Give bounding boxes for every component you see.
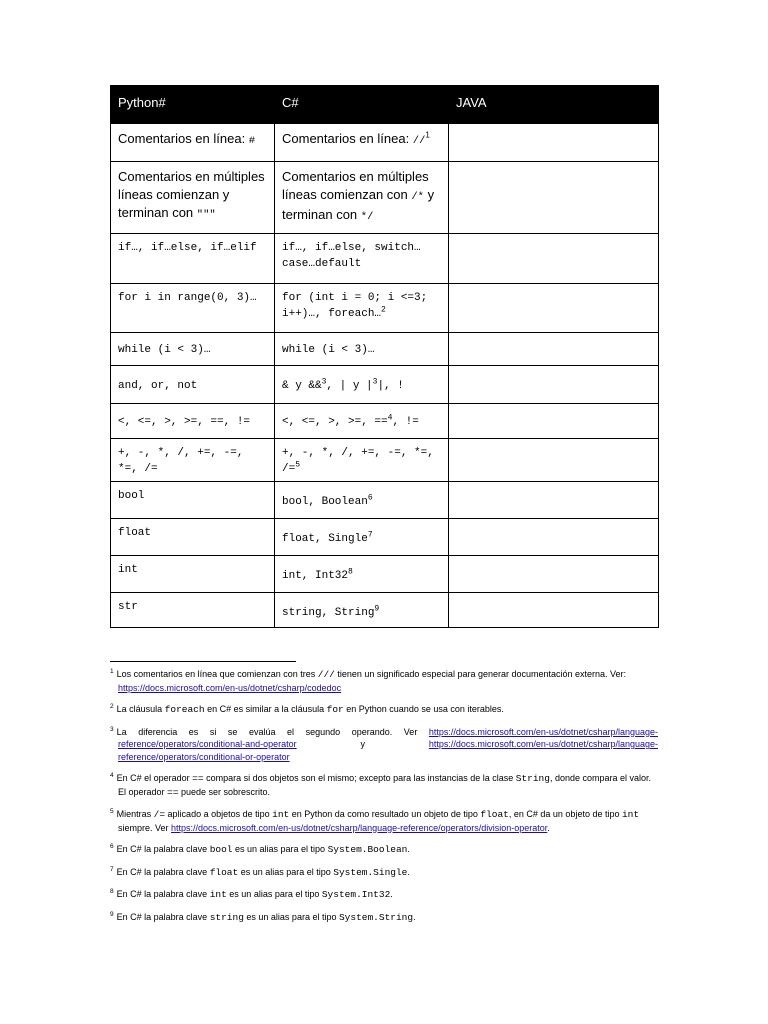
footnote-text: es un alias para el tipo [226,889,322,899]
footnote-ref[interactable]: 9 [374,604,380,614]
footnote-ref[interactable]: 2 [381,305,386,315]
cell-java [449,482,659,519]
cell-text: string, String [282,607,375,619]
footnote-ref[interactable]: 3 [321,376,327,386]
cell-python: +, -, *, /, +=, -=, *=, /= [111,439,275,482]
footnote-ref[interactable]: 3 [372,376,378,386]
table-row [111,556,659,593]
footnote-link[interactable]: https://docs.microsoft.com/en-us/dotnet/csharp/language-reference/operators/conditional-or-operator [118,739,658,762]
cell-csharp [275,162,449,234]
cell-csharp [275,482,449,519]
cell-text: Comentarios en múltiples líneas comienzan con [282,169,429,202]
footnote-text: y [296,739,429,749]
footnote-text: . [407,844,410,854]
footnote-text: , en C# da un objeto de tipo [508,809,622,819]
cell-text: |, ! [377,379,404,392]
cell-csharp [275,519,449,556]
footnote-code: for [326,704,344,715]
cell-text: float, Single [282,533,368,545]
cell-java [449,439,659,482]
footnote-link[interactable]: https://docs.microsoft.com/en-us/dotnet/csharp/codedoc [118,682,342,693]
cell-text: & y && [282,379,322,392]
footnote-text: . [547,822,550,833]
footnote-code: System.Int32 [321,889,391,900]
footnote-link[interactable]: https://docs.microsoft.com/en-us/dotnet/csharp/language-reference/operators/conditional-and-operator [118,726,658,749]
footnote-8 [110,888,658,902]
cell-code: */ [360,211,374,223]
table-row [111,162,659,234]
table-row [111,366,659,404]
cell-python: int [111,556,275,593]
cell-text: Comentarios en múltiples líneas comienzan y terminan con [118,169,265,220]
table-row [111,439,659,482]
footnote-text: compara si dos objetos son el mismo; excepto para las instancias de la clase [203,773,516,783]
cell-python: float [111,519,275,556]
cell-java [449,404,659,439]
footnote-code: bool [209,844,233,855]
footnote-number: 5 [110,808,114,815]
cell-python: str [111,593,275,628]
cell-python: while (i < 3)… [111,333,275,366]
cell-java [449,593,659,628]
cell-java [449,556,659,593]
cell-python: and, or, not [111,366,275,404]
footnote-code: string [209,911,244,923]
footnote-text: en Python cuando se usa con iterables. [343,704,504,714]
footnote-number: 2 [110,703,114,710]
cell-java [449,124,659,162]
cell-text: <, <=, >, >=, == [282,416,388,428]
cell-python: <, <=, >, >=, ==, != [111,404,275,439]
table-row [111,593,659,628]
footnote-text: aplicado a objetos de tipo [165,809,273,819]
cell-csharp [275,366,449,404]
footnote-code: /= [153,809,166,820]
footnote-text: En C# la palabra clave [116,889,210,899]
footnote-ref[interactable]: 1 [425,130,430,140]
footnote-text: tienen un significado especial para generar documentación externa. Ver: [334,669,627,679]
cell-java [449,284,659,333]
cell-text: , != [392,416,419,428]
cell-text: bool, Boolean [282,496,368,508]
footnote-ref[interactable]: 8 [348,567,353,577]
footnote-number: 1 [110,668,114,675]
footnote-code: == [167,786,179,798]
footnote-separator [110,661,296,662]
footnote-text: es un alias para el tipo [243,911,339,922]
footnote-text: En C# la palabra clave [116,911,210,922]
footnote-text: . [407,866,410,877]
footnote-number: 8 [110,888,114,895]
cell-csharp [275,439,449,482]
footnote-code: float [209,866,239,878]
footnote-number: 4 [110,772,114,779]
table-row [111,482,659,519]
footnote-text: . [390,889,393,899]
comparison-table [110,85,659,628]
header-csharp: C# [275,86,449,124]
footnote-text: La diferencia es si se evalúa el segundo operando. Ver [116,726,429,737]
footnote-code: float [480,809,509,820]
cell-csharp [275,556,449,593]
cell-python: bool [111,482,275,519]
cell-python: for i in range(0, 3)… [111,284,275,333]
footnote-ref[interactable]: 6 [367,493,373,503]
footnote-text: puede ser sobrescrito. [178,786,270,797]
footnote-code: int [209,889,227,900]
footnote-text: en Python da como resultado un objeto de tipo [289,809,481,819]
footnote-code: System.Boolean [327,844,408,855]
footnote-code: == [192,773,204,784]
footnote-text: siempre. Ver [118,822,172,833]
footnote-7 [110,866,658,880]
cell-text: y terminan con [282,187,435,222]
footnote-code: System.String [338,911,414,923]
table-row [111,519,659,556]
table-row [111,333,659,366]
footnote-ref[interactable]: 4 [387,413,393,423]
footnote-text: es un alias para el tipo [232,844,328,854]
cell-python [111,162,275,234]
header-python: Python# [111,86,275,124]
cell-code: // [412,135,426,147]
cell-text: for (int i = 0; i <=3; i++)…, foreach… [282,292,428,320]
cell-text: int, Int32 [282,570,349,582]
cell-code: """ [196,209,216,221]
cell-java [449,366,659,404]
footnote-text: Los comentarios en línea que comienzan con tres [116,669,318,679]
table-row [111,284,659,333]
footnote-text: En C# la palabra clave [116,844,210,854]
cell-java [449,519,659,556]
footnote-number: 9 [110,910,114,918]
cell-text: Comentarios en línea: [282,131,413,146]
cell-text: +, -, *, /, +=, -=, *=, /= [282,447,434,475]
footnote-code: int [621,809,640,820]
footnote-code: System.Single [333,866,408,878]
cell-python: if…, if…else, if…elif [111,234,275,284]
footnote-5 [110,808,658,834]
cell-text: Comentarios en línea: [118,131,249,146]
footnote-text: La cláusula [116,704,165,714]
footnote-3 [110,726,658,764]
footnote-text: es un alias para el tipo [238,866,334,877]
footnote-text: En C# el operador [116,773,193,783]
footnote-link[interactable]: https://docs.microsoft.com/en-us/dotnet/csharp/language-reference/operators/division-operator [171,822,548,833]
cell-csharp [275,593,449,628]
footnote-code: foreach [164,704,205,715]
footnote-6 [110,843,658,857]
footnote-4 [110,772,658,799]
cell-csharp [275,284,449,333]
table-row [111,124,659,162]
footnote-code: String [515,773,550,784]
footnote-number: 3 [110,725,114,733]
cell-csharp: if…, if…else, switch…case…default [275,234,449,284]
footnote-code: /// [317,669,335,680]
cell-csharp [275,124,449,162]
footnote-text: en C# es similar a la cláusula [204,704,327,714]
table-row [111,234,659,284]
header-java: JAVA [449,86,659,124]
cell-csharp: while (i < 3)… [275,333,449,366]
footnote-2 [110,703,658,717]
cell-java [449,234,659,284]
footnotes [110,668,658,933]
footnote-number: 6 [110,843,114,850]
cell-text: , | y | [326,379,373,392]
footnote-text: , donde compara el valor. El operador [118,773,652,797]
cell-java [449,333,659,366]
table-row [111,404,659,439]
cell-code: /* [411,191,424,203]
cell-csharp [275,404,449,439]
cell-java [449,162,659,234]
table-header-row [111,86,659,124]
cell-code: # [248,135,256,147]
footnote-code: int [272,809,290,820]
footnote-ref[interactable]: 5 [295,460,301,470]
footnote-1 [110,668,658,694]
footnote-text: Mientras [116,809,154,819]
footnote-text: . [413,911,416,922]
footnote-ref[interactable]: 7 [367,530,373,540]
footnote-text: En C# la palabra clave [116,866,210,877]
footnote-9 [110,911,658,925]
footnote-number: 7 [110,865,114,873]
cell-python [111,124,275,162]
